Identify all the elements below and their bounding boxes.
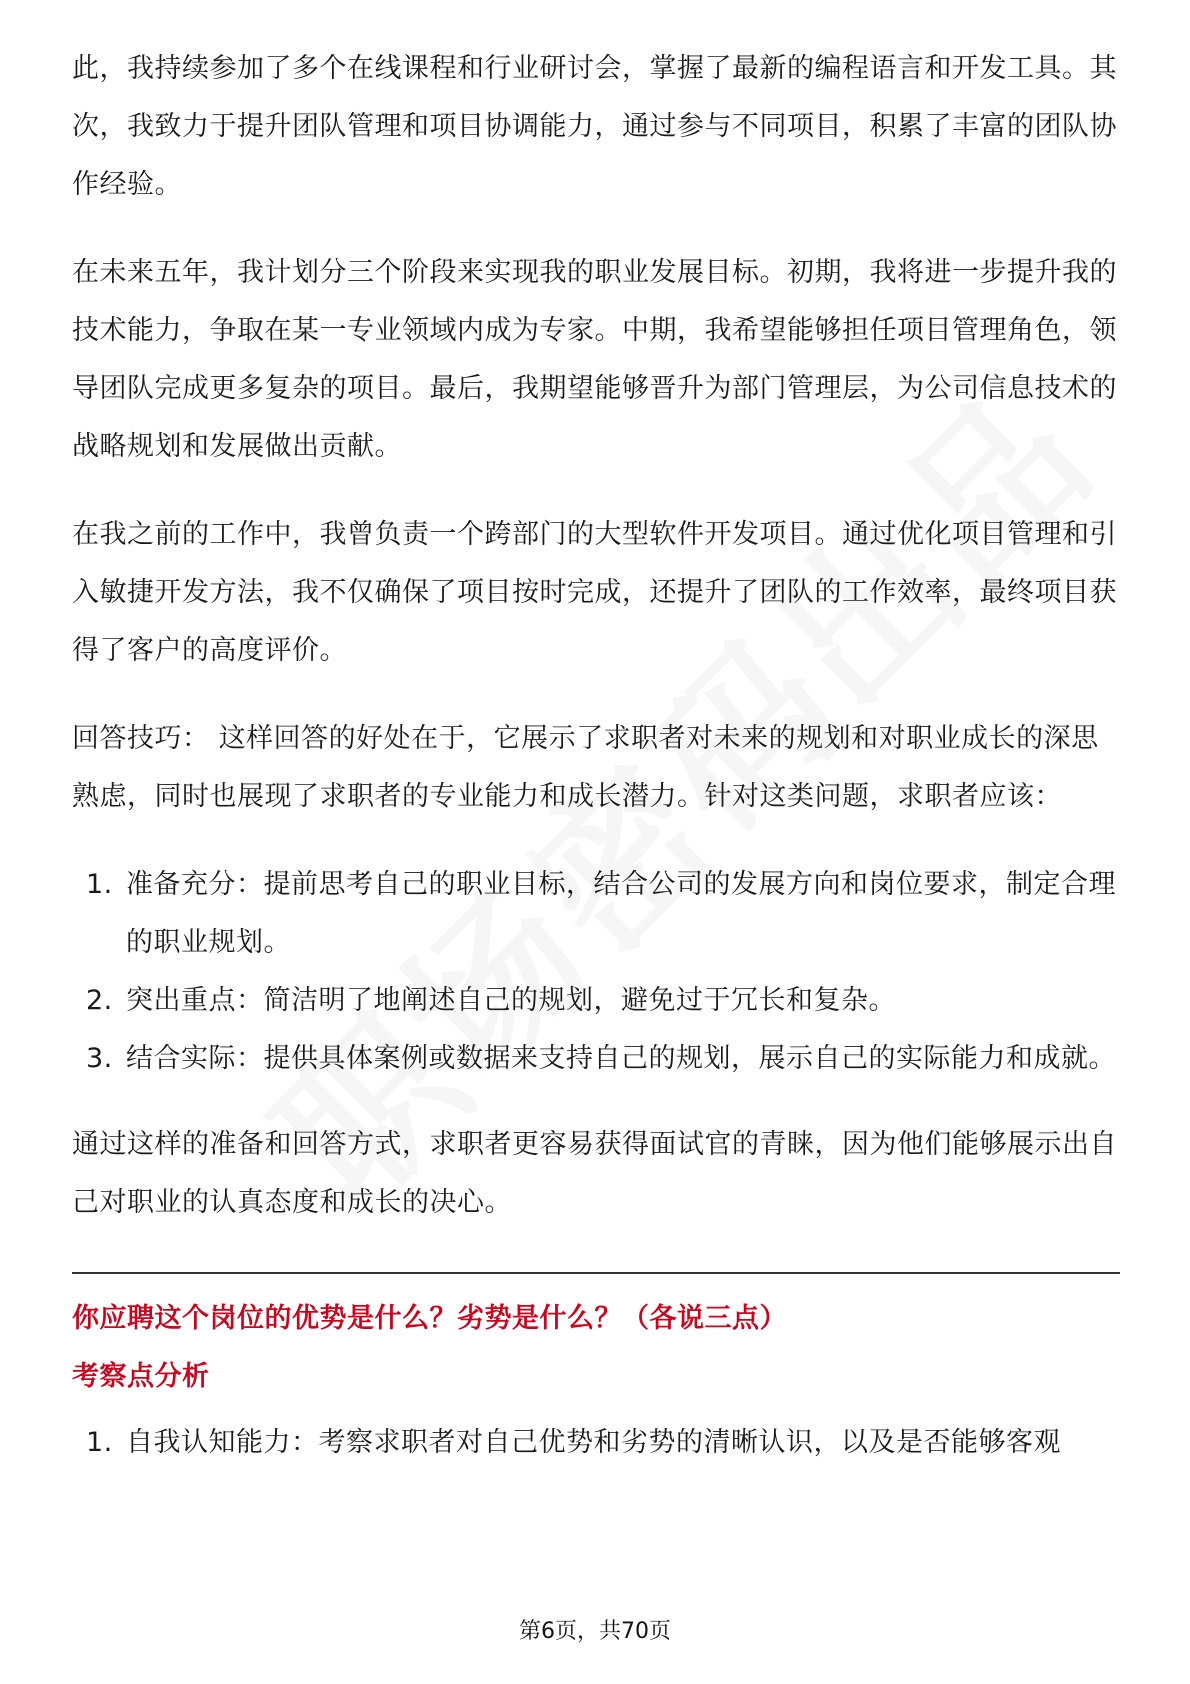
list-item <box>72 1414 1120 1472</box>
analysis-heading: 考察点分析 <box>72 1361 210 1392</box>
document-page <box>72 40 1120 1500</box>
list-item <box>72 856 1120 972</box>
section-divider <box>72 1272 1120 1274</box>
paragraph-closing: 通过这样的准备和回答方式，求职者更容易获得面试官的青睐，因为他们能够展示出自己对职业的认真态度和成长的决心。 <box>72 1129 1117 1218</box>
list-item <box>72 972 1120 1030</box>
list-item-text: 结合实际：提供具体案例或数据来支持自己的规划，展示自己的实际能力和成就。 <box>126 1043 1116 1074</box>
paragraph-answer-tips: 回答技巧： 这样回答的好处在于，它展示了求职者对未来的规划和对职业成长的深思熟虑，同时也展现了求职者的专业能力和成长潜力。针对这类问题，求职者应该： <box>72 723 1099 812</box>
list-number: 1. <box>86 869 113 900</box>
list-item-text: 准备充分：提前思考自己的职业目标，结合公司的发展方向和岗位要求，制定合理的职业规划。 <box>126 869 1116 958</box>
list-number: 2. <box>86 985 113 1016</box>
analysis-list <box>72 1414 1120 1472</box>
list-item <box>72 1030 1120 1088</box>
paragraph-past-project: 在我之前的工作中，我曾负责一个跨部门的大型软件开发项目。通过优化项目管理和引入敏捷开发方法，我不仅确保了项目按时完成，还提升了团队的工作效率，最终项目获得了客户的高度评价。 <box>72 519 1117 666</box>
list-number: 3. <box>86 1043 113 1074</box>
question-title: 你应聘这个岗位的优势是什么？劣势是什么？（各说三点） <box>72 1303 787 1334</box>
list-item-text: 自我认知能力：考察求职者对自己优势和劣势的清晰认识，以及是否能够客观 <box>126 1427 1061 1458</box>
page-footer: 第6页，共70页 <box>519 1619 671 1644</box>
paragraph-five-year-plan: 在未来五年，我计划分三个阶段来实现我的职业发展目标。初期，我将进一步提升我的技术能力，争取在某一专业领域内成为专家。中期，我希望能够担任项目管理角色，领导团队完成更多复杂的项目。最后，我期望能够晋升为部门管理层，为公司信息技术的战略规划和发展做出贡献。 <box>72 257 1117 462</box>
paragraph-continued: 此，我持续参加了多个在线课程和行业研讨会，掌握了最新的编程语言和开发工具。其次，我致力于提升团队管理和项目协调能力，通过参与不同项目，积累了丰富的团队协作经验。 <box>72 53 1117 200</box>
list-number: 1. <box>86 1427 113 1458</box>
list-item-text: 突出重点：简洁明了地阐述自己的规划，避免过于冗长和复杂。 <box>126 985 896 1016</box>
tips-list <box>72 856 1120 1088</box>
